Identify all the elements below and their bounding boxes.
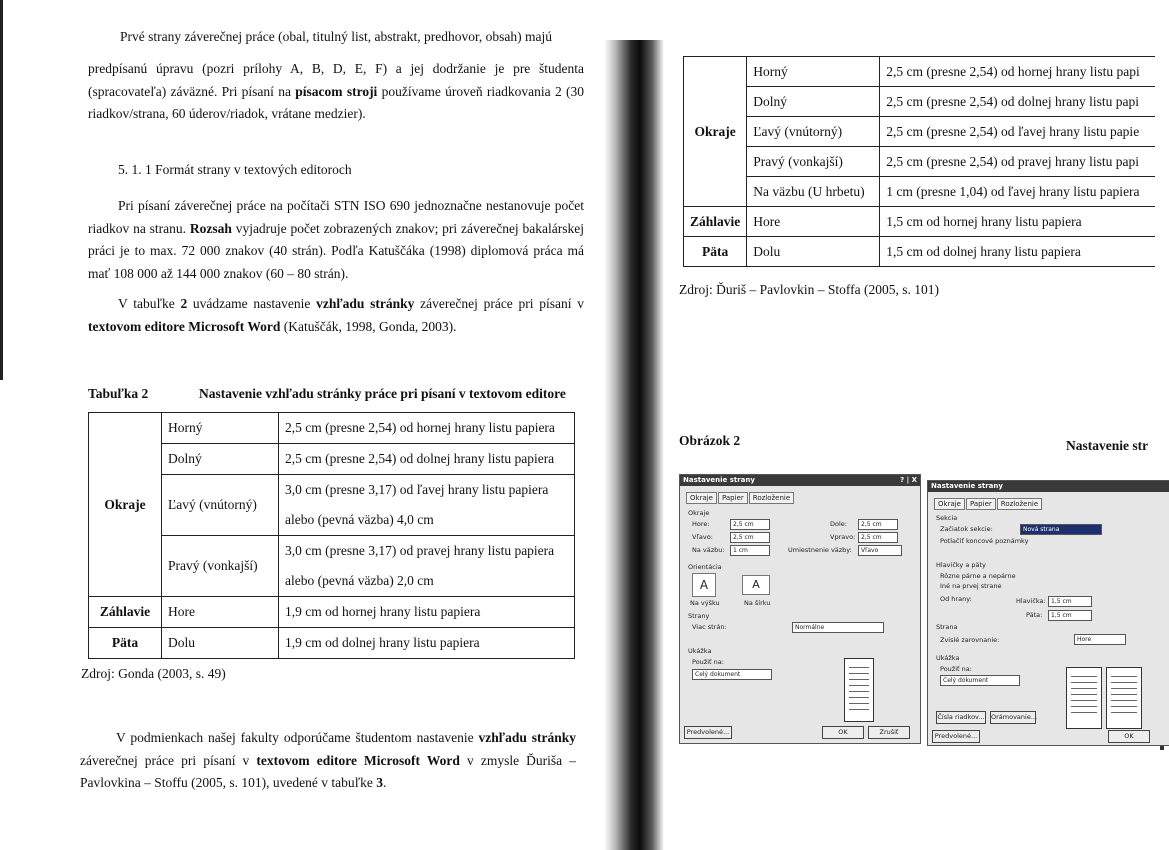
group-header: Záhlavie bbox=[684, 207, 747, 237]
portrait-icon[interactable]: A bbox=[692, 573, 716, 597]
default-button[interactable]: Predvolené... bbox=[684, 726, 732, 739]
row-label: Pravý (vonkajší) bbox=[162, 536, 279, 597]
table2-source: Zdroj: Gonda (2003, s. 49) bbox=[81, 666, 226, 681]
vertical-align-select[interactable]: Hore bbox=[1074, 634, 1126, 645]
multiple-pages-label: Viac strán: bbox=[692, 623, 727, 631]
tab-margins[interactable]: Okraje bbox=[934, 498, 965, 510]
section-margins: Okraje bbox=[688, 509, 710, 517]
table2-title: Nastavenie vzhľadu stránky práce pri písaní v textovom editore bbox=[199, 386, 566, 401]
row-value: 2,5 cm (presne 2,54) od hornej hrany listu papi bbox=[880, 57, 1169, 87]
row-value: 1 cm (presne 1,04) od ľavej hrany listu papiera bbox=[880, 177, 1169, 207]
table-row bbox=[684, 87, 1169, 117]
paragraph-recommendation: V podmienkach našej fakulty odporúčame študentom nastavenie vzhľadu stránky záverečnej práce pri písaní v textovom editore Microsoft Word v zmysle Ďuriša – Pavlovkina – Stoffu (2005, s. 101), uvedené v tabuľke 3. bbox=[80, 730, 576, 790]
section-pages: Strany bbox=[688, 612, 710, 620]
default-button[interactable]: Predvolené... bbox=[932, 730, 980, 743]
section-section: Sekcia bbox=[936, 514, 958, 522]
apply-to-select[interactable]: Celý dokument bbox=[940, 675, 1020, 686]
landscape-label[interactable]: Na šírku bbox=[744, 599, 771, 607]
row-label: Dolu bbox=[747, 237, 880, 267]
header-distance-input[interactable]: 1,5 cm bbox=[1048, 596, 1092, 607]
row-value: 2,5 cm (presne 2,54) od hornej hrany listu papiera bbox=[279, 413, 575, 444]
gutter-label: Na väzbu: bbox=[692, 546, 725, 554]
figure-title: Nastavenie str bbox=[1066, 438, 1149, 453]
row-label: Dolný bbox=[747, 87, 880, 117]
tab-paper[interactable]: Papier bbox=[966, 498, 996, 510]
from-edge-label: Od hrany: bbox=[940, 595, 972, 603]
page-preview bbox=[844, 658, 874, 722]
table-row bbox=[89, 536, 575, 597]
row-value: 2,5 cm (presne 2,54) od dolnej hrany listu papi bbox=[880, 87, 1169, 117]
row-label: Dolný bbox=[162, 444, 279, 475]
gutter-position-select[interactable]: Vľavo bbox=[858, 545, 902, 556]
row-label: Dolu bbox=[162, 628, 279, 659]
suppress-endnotes-checkbox[interactable]: Potlačiť koncové poznámky bbox=[940, 537, 1029, 545]
section-preview: Ukážka bbox=[936, 654, 960, 662]
intro-first-line: Prvé strany záverečnej práce (obal, titulný list, abstrakt, predhovor, obsah) majú bbox=[119, 30, 553, 44]
table2 bbox=[88, 412, 575, 659]
row-label: Ľavý (vnútorný) bbox=[162, 475, 279, 536]
section-heading: 5. 1. 1 Formát strany v textových editoroch bbox=[118, 162, 352, 177]
ok-button[interactable]: OK bbox=[822, 726, 864, 739]
section-headers-footers: Hlavičky a päty bbox=[936, 561, 986, 569]
section-preview: Ukážka bbox=[688, 647, 712, 655]
page-preview bbox=[1066, 667, 1102, 729]
intro-paragraph: predpísanú úpravu (pozri prílohy A, B, D, E, F) a jej dodržanie je pre študenta (spracovateľa) záväzné. Pri písaní na písacom stroji používame úroveň riadkovania 2 (30 riadkov/strana, 60 úderov/riadok, vrátane medzier). bbox=[88, 61, 584, 121]
table-row bbox=[89, 628, 575, 659]
left-label: Vľavo: bbox=[692, 533, 713, 541]
row-label: Ľavý (vnútorný) bbox=[747, 117, 880, 147]
tab-layout[interactable]: Rozloženie bbox=[997, 498, 1042, 510]
footer-distance-input[interactable]: 1,5 cm bbox=[1048, 610, 1092, 621]
table-row bbox=[89, 413, 575, 444]
dialog-tabs bbox=[934, 498, 1043, 510]
line-numbers-button[interactable]: Čísla riadkov... bbox=[936, 711, 986, 724]
group-footer: Päta bbox=[89, 628, 162, 659]
table-row bbox=[684, 57, 1169, 87]
odd-even-checkbox[interactable]: Rôzne párne a nepárne bbox=[940, 572, 1016, 580]
section-page: Strana bbox=[936, 623, 958, 631]
bottom-label: Dole: bbox=[830, 520, 847, 528]
row-value: 1,9 cm od dolnej hrany listu papiera bbox=[279, 628, 575, 659]
table3-source: Zdroj: Ďuriš – Pavlovkin – Stoffa (2005, s. 101) bbox=[679, 282, 939, 297]
top-label: Hore: bbox=[692, 520, 710, 528]
group-header: Záhlavie bbox=[89, 597, 162, 628]
landscape-icon[interactable]: A bbox=[742, 575, 770, 595]
header-distance-label: Hlavička: bbox=[1016, 597, 1046, 605]
row-label: Na väzbu (U hrbetu) bbox=[747, 177, 880, 207]
footer-distance-label: Päta: bbox=[1026, 611, 1043, 619]
page-setup-dialog-layout bbox=[927, 480, 1169, 746]
right-margin-input[interactable]: 2,5 cm bbox=[858, 532, 898, 543]
table3 bbox=[683, 56, 1169, 267]
row-value: 3,0 cm (presne 3,17) od pravej hrany listu papiera alebo (pevná väzba) 2,0 cm bbox=[279, 536, 575, 597]
row-label: Hore bbox=[162, 597, 279, 628]
multiple-pages-select[interactable]: Normálne bbox=[792, 622, 884, 633]
gutter-position-label: Umiestnenie väzby: bbox=[788, 546, 852, 554]
right-label: Vpravo: bbox=[830, 533, 856, 541]
apply-to-label: Použiť na: bbox=[940, 665, 972, 673]
row-value: 2,5 cm (presne 2,54) od pravej hrany listu papi bbox=[880, 147, 1169, 177]
table2-label: Tabuľka 2 bbox=[88, 386, 149, 401]
top-margin-input[interactable]: 2,5 cm bbox=[730, 519, 770, 530]
row-value: 1,5 cm od dolnej hrany listu papiera bbox=[880, 237, 1169, 267]
table-row bbox=[89, 444, 575, 475]
table-row bbox=[684, 147, 1169, 177]
section-start-select[interactable]: Nová strana bbox=[1020, 524, 1102, 535]
vertical-align-label: Zvislé zarovnanie: bbox=[940, 636, 1000, 644]
row-label: Horný bbox=[162, 413, 279, 444]
group-footer: Päta bbox=[684, 237, 747, 267]
table-row bbox=[684, 237, 1169, 267]
tab-margins[interactable]: Okraje bbox=[686, 492, 717, 504]
section-start-label: Začiatok sekcie: bbox=[940, 525, 993, 533]
book-gutter-shadow bbox=[604, 40, 664, 850]
row-value: 1,9 cm od hornej hrany listu papiera bbox=[279, 597, 575, 628]
dialog-title-bar: Nastavenie strany bbox=[928, 481, 1169, 492]
row-label: Hore bbox=[747, 207, 880, 237]
gutter-input[interactable]: 1 cm bbox=[730, 545, 770, 556]
table-row bbox=[684, 177, 1169, 207]
borders-button[interactable]: Orámovanie... bbox=[990, 711, 1036, 724]
section-orientation: Orientácia bbox=[688, 563, 722, 571]
paragraph-table2-intro: V tabuľke 2 uvádzame nastavenie vzhľadu stránky záverečnej práce pri písaní v textovom editore Microsoft Word (Katuščák, 1998, Gonda, 2003). bbox=[88, 296, 584, 334]
ok-button[interactable]: OK bbox=[1108, 730, 1150, 743]
page-setup-dialog-margins bbox=[679, 474, 921, 744]
first-page-checkbox[interactable]: Iné na prvej strane bbox=[940, 582, 1002, 590]
apply-to-select[interactable]: Celý dokument bbox=[692, 669, 772, 680]
tab-paper[interactable]: Papier bbox=[718, 492, 748, 504]
dialog-title-bar: Nastavenie strany ? | X bbox=[680, 475, 920, 486]
bottom-margin-input[interactable]: 2,5 cm bbox=[858, 519, 898, 530]
table-row bbox=[684, 117, 1169, 147]
portrait-label[interactable]: Na výšku bbox=[690, 599, 720, 607]
page-preview-second bbox=[1106, 667, 1142, 729]
left-margin-input[interactable]: 2,5 cm bbox=[730, 532, 770, 543]
table-row bbox=[684, 207, 1169, 237]
paragraph-extent: Pri písaní záverečnej práce na počítači STN ISO 690 jednoznačne nestanovuje počet riadkov na stranu. Rozsah vyjadruje počet zobrazených znakov; pri záverečnej bakalárskej práci je to max. 72 000 znakov (40 strán). Podľa Katuščáka (1998) diplomová práca má mať 108 000 až 144 000 znakov (60 – 80 strán). bbox=[88, 198, 584, 281]
group-margins: Okraje bbox=[684, 57, 747, 207]
cancel-button[interactable]: Zrušiť bbox=[868, 726, 910, 739]
group-margins: Okraje bbox=[89, 413, 162, 597]
row-label: Pravý (vonkajší) bbox=[747, 147, 880, 177]
row-value: 1,5 cm od hornej hrany listu papiera bbox=[880, 207, 1169, 237]
table-row bbox=[89, 475, 575, 536]
table-row bbox=[89, 597, 575, 628]
row-value: 2,5 cm (presne 2,54) od dolnej hrany listu papiera bbox=[279, 444, 575, 475]
row-value: 3,0 cm (presne 3,17) od ľavej hrany listu papiera alebo (pevná väzba) 4,0 cm bbox=[279, 475, 575, 536]
apply-to-label: Použiť na: bbox=[692, 658, 724, 666]
row-label: Horný bbox=[747, 57, 880, 87]
dialog-tabs bbox=[686, 492, 795, 504]
dialog-controls[interactable]: ? | X bbox=[900, 476, 917, 484]
row-value: 2,5 cm (presne 2,54) od ľavej hrany listu papie bbox=[880, 117, 1169, 147]
tab-layout[interactable]: Rozloženie bbox=[749, 492, 794, 504]
figure-label: Obrázok 2 bbox=[679, 433, 741, 448]
